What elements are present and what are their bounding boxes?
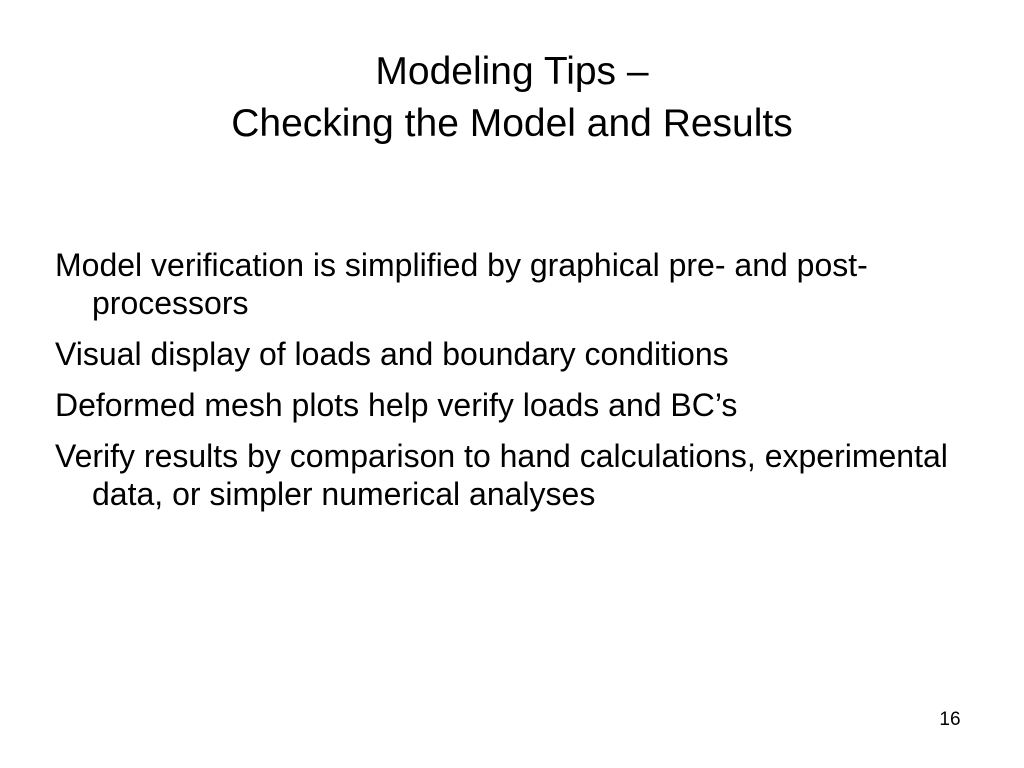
bullet-item: Deformed mesh plots help verify loads and BC’s: [55, 387, 738, 423]
bullet-item: Model verification is simplified by graphical pre- and post-processors: [55, 247, 868, 321]
bullet-list: [55, 246, 955, 526]
bullet-item: Verify results by comparison to hand calculations, experimental data, or simpler numerical analyses: [55, 438, 948, 512]
bullet-item: Visual display of loads and boundary conditions: [55, 336, 729, 372]
slide-title-line-1: Modeling Tips –: [375, 50, 649, 93]
slide-title: [0, 46, 1024, 150]
page-number: 16: [939, 709, 961, 730]
slide-title-line-2: Checking the Model and Results: [231, 102, 793, 145]
